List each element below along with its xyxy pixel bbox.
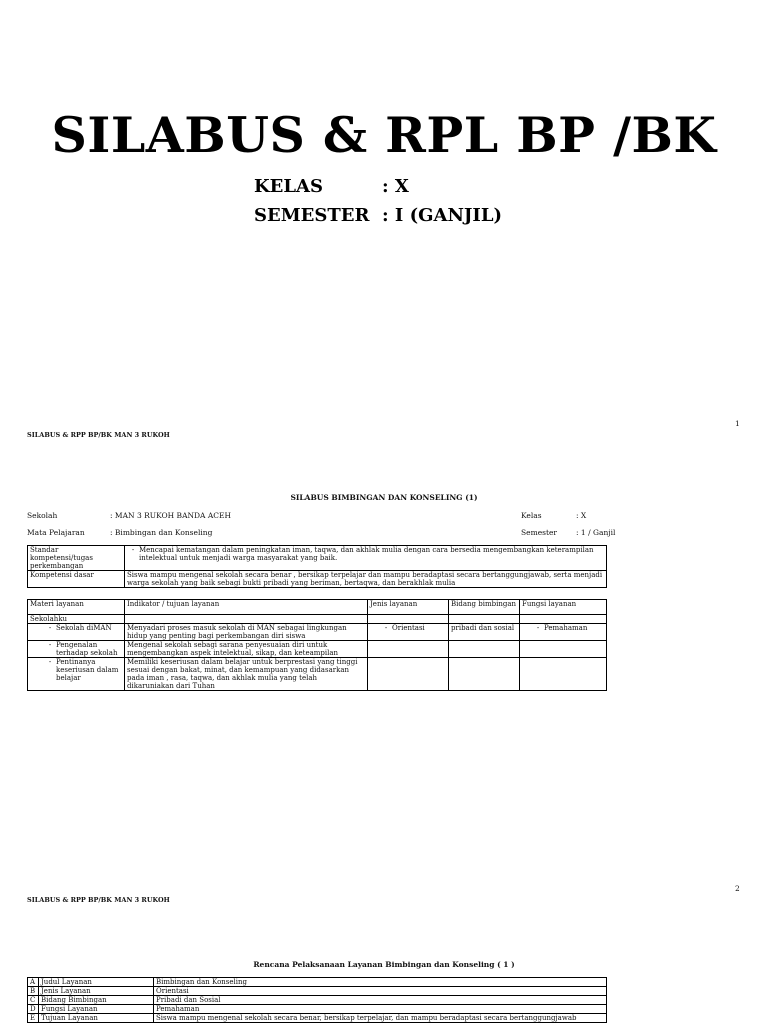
row-label: Jenis Layanan [39, 987, 154, 996]
materi-cell [28, 658, 125, 691]
rpl-heading: Rencana Pelaksanaan Layanan Bimbingan dan Konseling ( 1 ) [253, 960, 515, 969]
standard-competency-label: Standar kompetensi/tugas perkembangan [28, 546, 125, 571]
page-number: 1 [735, 419, 740, 428]
page-number: 2 [735, 884, 740, 893]
table-row [28, 571, 607, 588]
standard-competency-value [125, 546, 607, 571]
semester-info-value: : 1 / Ganjil [576, 528, 616, 537]
mapel-label: Mata Pelajaran [27, 528, 85, 537]
fungsi-text: Pemahaman [544, 624, 588, 632]
bullet-dash: - [536, 624, 540, 632]
sekolah-label: Sekolah [27, 511, 58, 520]
kelas-value: : X [382, 176, 409, 197]
basic-competency-value: Siswa mampu mengenal sekolah secara benar , bersikap terpelajar dan mampu beradaptasi secara bertanggungjawab, serta menjadi warga sekolah yang baik sebagi bukti pribadi yang beriman, bertaqwa, dan berakhlak mulia [125, 571, 607, 588]
table-row [28, 624, 607, 641]
table-row [28, 641, 607, 658]
service-table [27, 599, 607, 691]
indikator-cell: Mengenal sekolah sebagi sarana penyesuaian diri untuk mengembangkan aspek intelektual, sikap, dan keteampilan [125, 641, 368, 658]
table-row [28, 996, 607, 1005]
competency-table [27, 545, 607, 588]
table-row [28, 1014, 607, 1023]
bullet-dash: - [131, 546, 135, 554]
row-label: Bidang Bimbingan [39, 996, 154, 1005]
column-header: Jenis layanan [368, 600, 449, 615]
basic-competency-label: Kompetensi dasar [28, 571, 125, 588]
bullet-dash: - [384, 624, 388, 632]
semester-info-label: Semester [521, 528, 558, 537]
jenis-cell [368, 624, 449, 641]
table-row [28, 1005, 607, 1014]
row-value: Siswa mampu mengenal sekolah secara benar, bersikap terpelajar, dan mampu beradaptasi secara bertanggungjawab [154, 1014, 607, 1023]
rpl-table [27, 977, 607, 1023]
bullet-dash: - [48, 641, 52, 649]
semester-label: SEMESTER [254, 205, 370, 226]
section-label: Sekolahku [28, 615, 125, 624]
column-header: Bidang bimbingan [449, 600, 520, 615]
kelas-info-value: : X [576, 511, 587, 520]
table-row [28, 546, 607, 571]
bullet-dash: - [48, 624, 52, 632]
materi-text: Pentinanya keseriusan dalam belajar [56, 658, 119, 682]
jenis-text: Orientasi [392, 624, 425, 632]
row-label: Judul Layanan [39, 978, 154, 987]
silabus-heading: SILABUS BIMBINGAN DAN KONSELING (1) [290, 493, 478, 502]
table-header-row [28, 600, 607, 615]
row-label: Fungsi Layanan [39, 1005, 154, 1014]
kelas-label: KELAS [254, 176, 323, 197]
column-header: Indikator / tujuan layanan [125, 600, 368, 615]
bullet-dash: - [48, 658, 52, 666]
kelas-info-label: Kelas [521, 511, 542, 520]
row-label: Tujuan Layanan [39, 1014, 154, 1023]
materi-text: Pengenalan terhadap sekolah [56, 641, 118, 657]
running-header: SILABUS & RPP BP/BK MAN 3 RUKOH [27, 896, 170, 904]
document-title: SILABUS & RPL BP /BK [51, 106, 717, 164]
semester-value: : I (GANJIL) [382, 205, 503, 226]
materi-cell [28, 641, 125, 658]
column-header: Fungsi layanan [520, 600, 607, 615]
row-letter: E [28, 1014, 39, 1023]
indikator-cell: Memiliki keseriusan dalam belajar untuk berprestasi yang tinggi sesuai dengan bakat, minat, dan kemampuan yang didasarkan pada iman , rasa, taqwa, dan akhlak mulia yang telah dikaruniakan dari Tuhan [125, 658, 368, 691]
running-header: SILABUS & RPP BP/BK MAN 3 RUKOH [27, 431, 170, 439]
indikator-cell: Menyadari proses masuk sekolah di MAN sebagai lingkungan hidup yang penting bagi perkembangan diri siswa [125, 624, 368, 641]
row-letter: D [28, 1005, 39, 1014]
table-row [28, 615, 607, 624]
row-letter: A [28, 978, 39, 987]
fungsi-cell [520, 624, 607, 641]
bidang-cell: pribadi dan sosial [449, 624, 520, 641]
column-header: Materi layanan [28, 600, 125, 615]
materi-cell [28, 624, 125, 641]
row-letter: B [28, 987, 39, 996]
row-value: Bimbingan dan Konseling [154, 978, 607, 987]
standard-competency-text: Mencapai kematangan dalam peningkatan iman, taqwa, dan akhlak mulia dengan cara bersedia mengembangkan keterampilan intelektual untuk menjadi warga masyarakat yang baik. [139, 546, 594, 562]
table-row [28, 978, 607, 987]
mapel-value: : Bimbingan dan Konseling [110, 528, 213, 537]
row-value: Pemahaman [154, 1005, 607, 1014]
materi-text: Sekolah diMAN [56, 624, 112, 632]
sekolah-value: : MAN 3 RUKOH BANDA ACEH [110, 511, 232, 520]
table-row [28, 658, 607, 691]
row-letter: C [28, 996, 39, 1005]
row-value: Pribadi dan Sosial [154, 996, 607, 1005]
table-row [28, 987, 607, 996]
row-value: Orientasi [154, 987, 607, 996]
